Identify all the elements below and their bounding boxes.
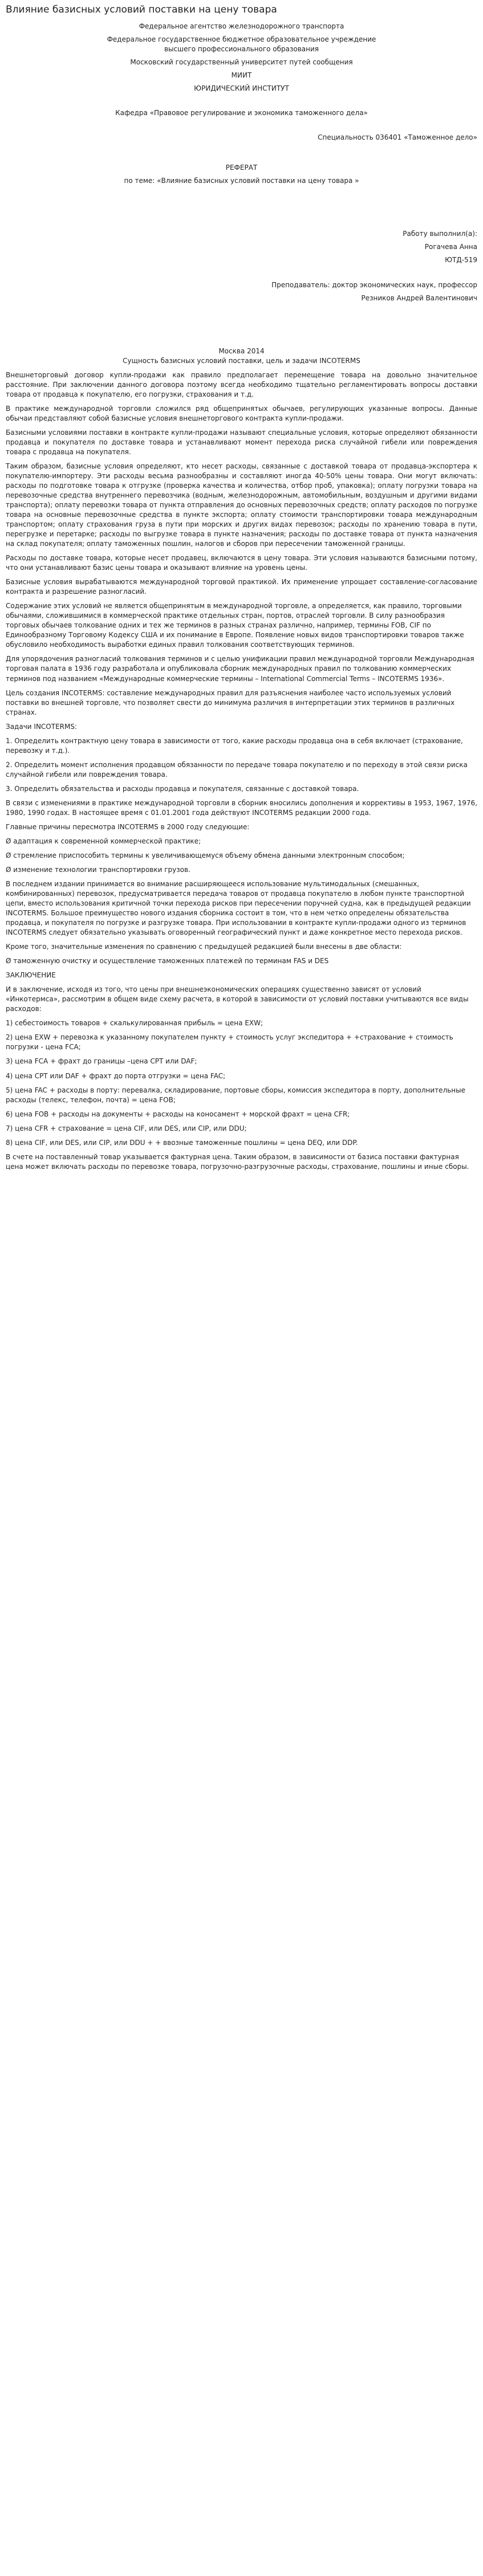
task-item: 3. Определить обязательства и расходы продавца и покупателя, связанные с доставкой товара. bbox=[6, 784, 359, 793]
university-abbr: МИИТ bbox=[231, 71, 252, 80]
change-item: Ø таможенную очистку и осуществление таможенных платежей по терминам FAS и DES bbox=[6, 957, 329, 965]
formula-item: 5) цена FAC + расходы в порту: перевалка, складирование, портовые сборы, комиссия экспедитора в порту, дополнительные расходы (телекс, телефон, почта) = цена FOB; bbox=[6, 1086, 466, 1104]
department-line: Кафедра «Правовое регулирование и экономика таможенного дела» bbox=[115, 109, 368, 117]
tasks-label: Задачи INCOTERMS: bbox=[6, 722, 78, 731]
specialty-line: Специальность 036401 «Таможенное дело» bbox=[318, 133, 477, 142]
reasons-label: Главные причины пересмотра INCOTERMS в 2000 году следующие: bbox=[6, 822, 250, 831]
paragraph: Цель создания INCOTERMS: составление международных правил для разъяснения наиболее часто используемых условий поставки во внешней торговле, что позволяет свести до минимума различия в интерпретации этих терминов в различных странах. bbox=[6, 688, 455, 716]
author-name: Рогачева Анна bbox=[424, 243, 477, 251]
paragraph: Расходы по доставке товара, которые несет продавец, включаются в цену товара. Эти условия называются базисными потому, что они устанавливают базис цены товара и оказывают влияние на уровень цены. bbox=[6, 554, 477, 572]
title-page bbox=[6, 22, 477, 356]
institution-line-2: высшего профессионального образования bbox=[164, 45, 319, 54]
formula-item: 3) цена FCA + фрахт до границы –цена CPT или DAF; bbox=[6, 1057, 197, 1066]
conclusion-intro: И в заключение, исходя из того, что цены при внешнеэкономических операциях существенно зависят от условий «Инкотермса», рассмотрим в общем виде схему расчета, в которой в зависимости от условий поставки учитываются все виды расходов: bbox=[6, 985, 469, 1013]
paragraph: В последнем издании принимается во внимание расширяющееся использование мультимодальных (смешанных, комбинированных) перевозок, предусматривается передача товаров от продавца покупателю в любом пункте транспортной цепи, вместо использования критичной точки перехода рисков при пересечении поручней судна, как в предыдущей редакции INCOTERMS. Большое преимущество нового издания сборника состоит в том, что в нем четко определены обязательства продавца, и покупателя по погрузке и разгрузке товара. При использовании в контракте купли-продажи одного из терминов INCOTERMS следует обязательно указывать оговоренный географический пункт и даже конкретное место перехода рисков. bbox=[6, 880, 471, 937]
topic-line: по теме: «Влияние базисных условий поставки на цену товара » bbox=[124, 177, 359, 185]
formula-item: 1) себестоимость товаров + скалькулированная прибыль = цена EXW; bbox=[6, 1019, 263, 1028]
reason-item: Ø стремление приспособить термины к увеличивающемуся объему обмена данными электронным способом; bbox=[6, 851, 405, 859]
reasons-list bbox=[6, 837, 477, 875]
paragraph: Базисные условия вырабатываются международной торговой практикой. Их применение упрощает составление-согласование контракта и разрешение разногласий. bbox=[6, 578, 477, 596]
paragraph: Кроме того, значительные изменения по сравнению с предыдущей редакцией были внесены в две области: bbox=[6, 943, 402, 951]
paragraph: Для упорядочения разногласий толкования терминов и с целью унификации правил международной торговли Международная торговая палата в 1936 году разработала и опубликовала сборник международных правил по толкованию коммерческих терминов под названием «Международные коммерческие термины – International Commercial Terms – INCOTERMS 1936». bbox=[6, 655, 474, 683]
formula-item: 8) цена CIF, или DES, или CIP, или DDU + + ввозные таможенные пошлины = цена DEQ, или DDP. bbox=[6, 1138, 358, 1147]
university-line: Московский государственный университет путей сообщения bbox=[130, 58, 353, 67]
city-year: Москва 2014 bbox=[218, 347, 265, 355]
reason-item: Ø изменение технологии транспортировки грузов. bbox=[6, 865, 190, 874]
final-paragraph: В счете на поставленный товар указывается фактурная цена. Таким образом, в зависимости от базиса поставки фактурная цена может включать расходы по перевозке товара, погрузочно-разгрузочные расходы, страхование, пошлины и иные сборы. bbox=[6, 1152, 469, 1171]
paragraph: Внешнеторговый договор купли-продажи как правило предполагает перемещение товара на довольно значительное расстояние. При заключении данного договора поэтому всегда необходимо тщательно регламентировать вопросы доставки товара от продавца к покупателю, его погрузки, страхования и т.д. bbox=[6, 370, 477, 398]
formula-item: 4) цена CPT или DAF + фрахт до порта отгрузки = цена FAC; bbox=[6, 1071, 226, 1080]
paragraph: Базисными условиями поставки в контракте купли-продажи называют специальные условия, которые определяют обязанности продавца и покупателя по доставке товара и устанавливают момент перехода риска случайной гибели или повреждения товара с продавца на покупателя. bbox=[6, 428, 477, 456]
conclusion-heading: ЗАКЛЮЧЕНИЕ bbox=[6, 971, 56, 980]
task-item: 1. Определить контрактную цену товара в зависимости от того, какие расходы продавца она в себя включает (страхование, перевозку и т.д.). bbox=[6, 736, 463, 755]
teacher-label: Преподаватель: доктор экономических наук, профессор bbox=[271, 280, 477, 289]
formula-list bbox=[6, 1018, 477, 1147]
tasks-list bbox=[6, 736, 477, 794]
formula-item: 6) цена FOB + расходы на документы + расходы на коносамент + морской фрахт = цена CFR; bbox=[6, 1110, 350, 1118]
formula-item: 7) цена CFR + страхование = цена CIF, или DES, или CIP, или DDU; bbox=[6, 1124, 247, 1132]
teacher-name: Резников Андрей Валентинович bbox=[361, 294, 477, 302]
task-item: 2. Определить момент исполнения продавцом обязанности по передаче товара покупателю и по переходу в этой связи риска случайной гибели или повреждения товара. bbox=[6, 760, 468, 778]
paragraph: В практике международной торговли сложился ряд общепринятых обычаев, регулирующих указанные вопросы. Данные обычаи представляют собой базисные условия внешнеторгового контракта купли-продажи. bbox=[6, 404, 477, 422]
document-title: Влияние базисных условий поставки на цену товара bbox=[6, 4, 277, 15]
paragraph: Содержание этих условий не является общепринятым в международной торговле, а определяется, как правило, торговыми обычаями, сложившимися в коммерческой практике отдельных стран, портов, отраслей торговли. В силу разнообразия торговых обычаев толкование одних и тех же терминов в разных странах различно, например, термины FOB, CIF по Единообразному Торговому Кодексу США и их понимание в Европе. Появление новых видов транспортировки товаров также обусловило необходимость выработки единых правил толкования соответствующих терминов. bbox=[6, 602, 464, 649]
author-label: Работу выполнил(а): bbox=[403, 230, 477, 238]
institute-line: ЮРИДИЧЕСКИЙ ИНСТИТУТ bbox=[194, 84, 289, 93]
body-part-1 bbox=[6, 370, 477, 718]
group-code: ЮТД-519 bbox=[445, 256, 477, 264]
paragraph: В связи с изменениями в практике международной торговли в сборник вносились дополнения и коррективы в 1953, 1967, 1976, 1980, 1990 годах. В настоящее время с 01.01.2001 года действуют INCOTERMS редакции 2000 года. bbox=[6, 798, 477, 817]
document-type: РЕФЕРАТ bbox=[225, 164, 258, 172]
institution-line-1: Федеральное государственное бюджетное образовательное учреждение bbox=[107, 35, 376, 44]
formula-item: 2) цена EXW + перевозка к указанному покупателем пункту + стоимость услуг экспедитора + +страхование + стоимость погрузки - цена FCA; bbox=[6, 1033, 453, 1051]
reason-item: Ø адаптация к современной коммерческой практике; bbox=[6, 837, 201, 845]
document-page bbox=[0, 0, 483, 1193]
section-title: Сущность базисных условий поставки, цель и задачи INCOTERMS bbox=[123, 356, 360, 365]
paragraph: Таким образом, базисные условия определяют, кто несет расходы, связанные с доставкой товара от продавца-экспортера к покупателю-импортеру. Эти расходы весьма разнообразны и составляют иногда 40-50% цены товара. Они могут включать: расходы по подготовке товара к отгрузке (проверка качества и количества, отбор проб, упаковка); оплату погрузки товара на перевозочные средства внутреннего перевозчика (водным, железнодорожным, автомобильным, воздушным и другими видами транспорта); оплату перевозки товара от пункта отправления до основных перевозочных средств; оплату расходов по погрузке товара на основные перевозочные средства в пункте экспорта; оплату стоимости транспортировки товара международным транспортом; оплату страхования груза в пути при морских и других видах перевозок; расходы по хранению товара в пути, перегрузке и перетарке; расходы по выгрузке товара в пункте назначения; расходы по доставке товара от пункта назначения на склад покупателя; оплату таможенных пошлин, налогов и сборов при пересечении таможенной границы. bbox=[6, 462, 477, 548]
agency-line: Федеральное агентство железнодорожного транспорта bbox=[139, 22, 344, 31]
